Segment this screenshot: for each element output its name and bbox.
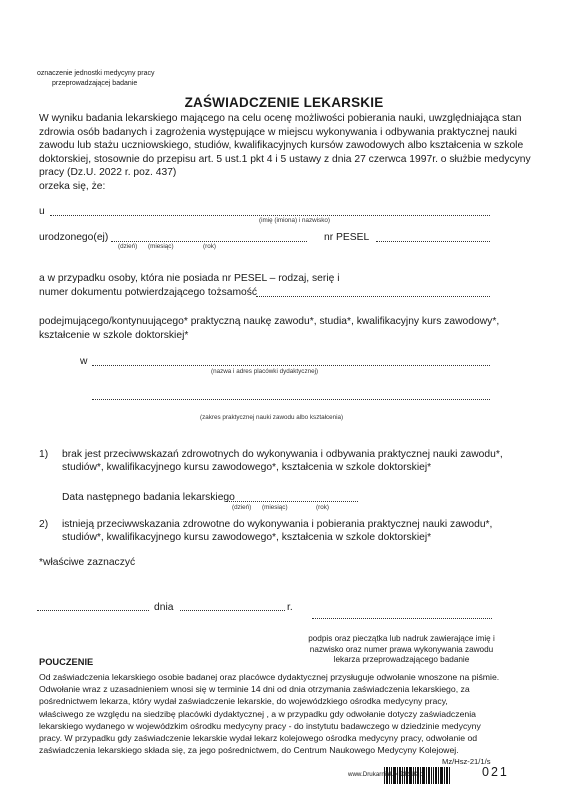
signature-caption [294, 634, 509, 666]
month-hint: (miesiąc) [262, 504, 288, 511]
intro-line: zdrowia osób badanych i zagrożenia występujące w miejscu wykonywania i odbywania praktycznej nauki [39, 126, 517, 138]
intro-line: orzeka się, że: [39, 180, 106, 192]
form-code: Mz/Hsz-21/1/s [442, 757, 491, 766]
option1-number: 1) [39, 449, 49, 460]
course-line1: podejmującego/kontynuującego* praktyczną naukę zawodu*, studia*, kwalifikacyjny kurs zawodowy*, [39, 316, 500, 327]
option2-line2[interactable]: studiów*, kwalifikacyjnego kursu zawodowego*, kształcenia w szkole doktorskiej* [62, 532, 432, 543]
intro-paragraph [39, 112, 539, 194]
option1-line2[interactable]: studiów*, kwalifikacyjnego kursu zawodowego*, kształcenia w szkole doktorskiej* [62, 462, 432, 473]
born-label: urodzonego(ej) [39, 232, 109, 243]
signature-caption-line: podpis oraz pieczątka lub nadruk zawierające imię i [308, 634, 495, 643]
intro-line: W wyniku badania lekarskiego mającego na celu ocenę możliwości pobierania nauki, uwzględniająca stan [39, 113, 522, 124]
w-label: w [80, 356, 88, 367]
signature-caption-line: nazwisko oraz numer prawa wykonywania zawodu [309, 644, 494, 654]
no-pesel-line1: a w przypadku osoby, która nie posiada nr PESEL – rodzaj, serię i [39, 273, 340, 284]
document-title: ZAŚWIADCZENIE LEKARSKIE [184, 95, 384, 110]
unit-label-line2: przeprowadzającej badanie [52, 80, 138, 87]
signature-caption-line: lekarza przeprowadzającego badanie [333, 655, 470, 665]
u-label: u [39, 206, 45, 217]
printer-url[interactable]: www.DrukarniaUNIDRUK.pl [348, 771, 425, 778]
intro-line: pracy (Dz.U. 2022 r. poz. 437) [39, 167, 177, 179]
form-number: 021 [482, 765, 509, 779]
intro-line: doktorskiej, stosownie do przepisu art. 5 ust.1 pkt 4 i 5 ustawy z dnia 27 czerwca 1997r. o służbie medycyny [39, 153, 531, 165]
dnia-label: dnia [154, 602, 174, 613]
pouczenie-line: właściwego ze względu na siedzibę placówki dydaktycznej , a w przypadku gdy odwołanie dotyczy zaświadczenia [39, 708, 477, 719]
pouczenie-line: pracy. W przypadku gdy zaświadczenie lekarskie wydał lekarz kolejowego ośrodka medycyny pracy, odwołanie od [39, 733, 478, 744]
issue-date-field[interactable] [180, 610, 285, 611]
option1-line1[interactable]: brak jest przeciwwskazań zdrowotnych do wykonywania i odbywania praktycznej nauki zawodu*, [62, 449, 503, 460]
next-exam-label: Data następnego badania lekarskiego [62, 492, 235, 503]
name-hint: (imię (imiona) i nazwisko) [259, 217, 331, 224]
pouczenie-line: Od zaświadczenia lekarskiego osobie badanej oraz placówce dydaktycznej przysługuje odwołanie wnoszone na piśmie. [39, 672, 500, 682]
birth-date-field[interactable] [111, 241, 307, 242]
name-field[interactable] [50, 215, 490, 216]
pouczenie-line: lekarskiego wydanego w wojewódzkim ośrodku medycyny pracy - do instytutu badawczego w dziedzinie medycyny [39, 720, 481, 731]
next-exam-date-field[interactable] [226, 501, 358, 502]
pouczenie-line: pośrednictwem lekarza, który wydał zaświadczenie lekarskie, do wojewódzkiego ośrodka medycyny pracy, [39, 696, 448, 707]
unit-label-line1: oznaczenie jednostki medycyny pracy [37, 70, 155, 77]
footnote: *właściwe zaznaczyć [39, 557, 136, 568]
pouczenie-heading: POUCZENIE [39, 657, 94, 667]
signature-field[interactable] [312, 618, 492, 619]
day-hint: (dzień) [118, 243, 138, 250]
place-field[interactable] [37, 610, 149, 611]
pouczenie-text [39, 671, 531, 756]
training-range-hint: (zakres praktycznej nauki zawodu albo kształcenia) [200, 414, 344, 421]
intro-line: zawodu lub stażu uczniowskiego, studiów, kwalifikacyjnych kursów zawodowych albo kształcenia w szkole [39, 140, 524, 152]
course-line2: kształcenie w szkole doktorskiej* [39, 330, 189, 341]
r-label: r. [287, 602, 293, 613]
option2-number: 2) [39, 519, 49, 530]
option2-line1[interactable]: istnieją przeciwwskazania zdrowotne do wykonywania i pobierania praktycznej nauki zawodu*, [62, 519, 493, 530]
no-pesel-line2: numer dokumentu potwierdzającego tożsamość [39, 287, 258, 298]
pouczenie-line: zaświadczenia lekarskiego składa się, za jego pośrednictwem, do Centrum Naukowego Medycyny Kolejowej. [39, 745, 459, 756]
institution-hint: (nazwa i adres placówki dydaktycznej) [211, 368, 319, 375]
year-hint: (rok) [316, 504, 329, 511]
pesel-label: nr PESEL [324, 232, 370, 243]
training-range-field[interactable] [92, 399, 490, 400]
identity-document-field[interactable] [256, 296, 490, 297]
pouczenie-line: Odwołanie wraz z uzasadnieniem wnosi się w terminie 14 dni od dnia otrzymania zaświadczenia lekarskiego, za [39, 684, 470, 695]
day-hint: (dzień) [232, 504, 252, 511]
year-hint: (rok) [203, 243, 216, 250]
pesel-field[interactable] [376, 241, 490, 242]
institution-field[interactable] [92, 365, 490, 366]
month-hint: (miesiąc) [148, 243, 174, 250]
